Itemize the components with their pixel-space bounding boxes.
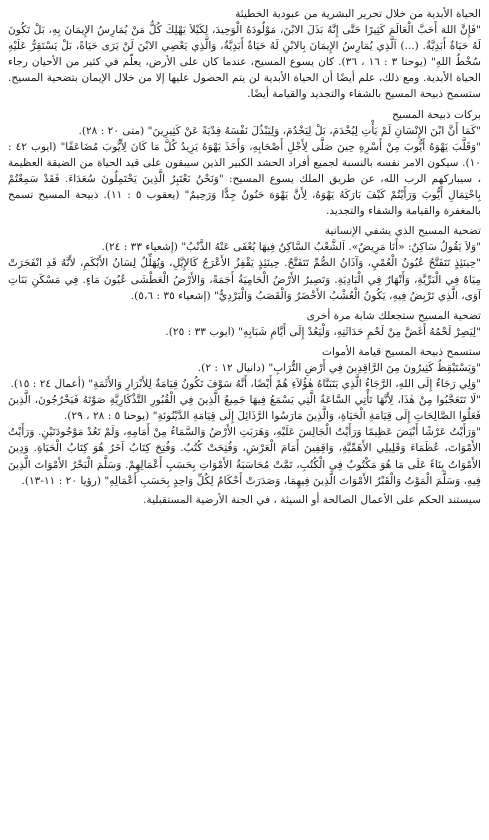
body-paragraph: "فَإِنَّ اللهَ أَحَبَّ الْعَالَمَ كَثِيرًا حَتَّى إِنَّهُ بَذَلَ الابْنَ، مَوْلُودَهُ الْوَحِيدَ، لِكَيْلاَ يَهْلِكَ كُلُّ مَنْ يُمَارِسُ الإِيمَانَ بِهِ، بَلْ تَكُونَ لَهُ حَيَاةٌ أَبَدِيَّةٌ. (...) اَلَّذِي يُمَارِسُ الإِيمَانَ بِالابْنِ لَهُ حَيَاةٌ أَبَدِيَّةٌ، وَالَّذِي يَعْصِي الابْنَ لَنْ يَرَى حَيَاةً، بَلْ يَسْتَقِرُّ عَلَيْهِ سُخْطُ اللهِ" (يوحنا ٣ : ١٦ ، ٣٦). كان يسوع المسيح، عندما كان على الأرض، يعلّم في كثير من الأحيان رجاء الحياة الأبدية. ومع ذلك، علم أيضًا أن الحياة الأبدية لن يتم الحصول عليها إلا من خلال الإيمان بتضحية المسيح. ستسمح ذبيحة المسيح بالشفاء والتجديد والقيامة أيضًا. (8, 24, 481, 101)
section-healing (8, 223, 481, 303)
scripture-quote: "حِينَئِذٍ تَتَفَتَّحُ عُيُونُ الْعُمْيِ، وَآذَانُ الصُّمِّ تَتَفَتَّحُ. حِينَئِذٍ يَقْفِزُ الأَعْرَجُ كَالإِيَّلِ، وَيُهَلِّلُ لِسَانُ الأَبْكَمِ، لأَنَّهُ قَدِ انْفَجَرَتْ مِيَاهٌ فِي الْبَرِّيَّةِ، وَأَنْهَارٌ فِي الْبَادِيَةِ. وَتَصِيرُ الأَرْضُ الْحَامِيَةُ أَجَمَةً، وَالأَرْضُ الْعَطْشَى عُيُونَ مَاءٍ. فِي مَسْكَنِ بَنَاتِ آوَى، الَّذِي تَرْبِضُ فِيهِ، يَكُونُ الْعُشْبُ الأَخْضَرُ وَالْقَصَبُ وَالْبَرْدِيُّ" (إشعياء ٣٥ : ٥،٦). (8, 257, 481, 302)
section-heading: تضحية المسيح ستجعلك شابة مرة أخرى (306, 309, 481, 322)
section-heading: الحياة الأبدية من خلال تحرير البشرية من عبودية الخطيئة (235, 8, 481, 20)
scripture-quote: "لِيَصِرْ لَحْمُهُ أَغَضَّ مِنْ لَحْمِ حَدَاثَتِهِ، وَلْيَعُدْ إِلَى أَيَّامِ شَبَابِهِ" (ايوب ٣٣ : ٢٥). (165, 325, 481, 338)
section-youth (8, 308, 481, 340)
body-paragraph: "وَقَلَّبَ يَهْوَهُ أَيُّوبَ مِنْ أَسْرِهِ حِينَ صَلَّى لِأَجْلِ أَصْحَابِهِ، وَأَخَذَ يَهْوَهُ يَزِيدُ كُلَّ مَا كَانَ لِأَيُّوبَ مُضَاعَفًا" (ايوب ٤٢ : ١٠). سيكون الامر نفسه بالنسبة لجميع أفراد الحشد الكبير الذين سيبقون على قيد الحياة من الضيقة العظيمة ، سيباركهم الرب الله، عن طريق الملك يسوع المسيح: "وَنَحْنُ نَعْتَبِرُ الَّذِينَ يَحْتَمِلُونَ سُعَدَاءَ. فَقَدْ سَمِعْتُمْ بِاحْتِمَالِ أَيُّوبَ وَرَأَيْتُمْ كَيْفَ بَارَكَهُ يَهْوَهُ، لِأَنَّ يَهْوَهَ حَنُونٌ جِدًّا وَرَحِيمٌ" (يعقوب ٥ : ١١). ذبيحة المسيح تسمح بالمغفرة والقيامة والشفاء والتجديد. (8, 140, 482, 218)
section-heading: بركات ذبيحة المسيح (392, 108, 481, 121)
section-heading: ستسمح ذبيحة المسيح قيامة الأموات (321, 345, 481, 358)
footer-line: سيستند الحكم على الأعمال الصالحة أو السيئة ، في الجنة الأرضية المستقبلية. (143, 493, 481, 506)
section-eternal-life (8, 6, 481, 103)
section-blessings (8, 107, 481, 220)
scripture-quote: "وَيَسْتَيْقِظُ كَثِيرُونَ مِنَ الرَّاقِدِينَ فِي أَرْضِ التُّرَابِ" (دانيال ١٢ : ٢). (197, 361, 481, 374)
scripture-quote: "وَرَأَيْتُ عَرْشًا أَبْيَضَ عَظِيمًا وَرَأَيْتُ الْجَالِسَ عَلَيْهِ، وَهَرَبَتِ الأَرْضُ وَالسَّمَاءُ مِنْ أَمَامِهِ، وَلَمْ تَعُدْ مَوْجُودَتَيْنِ. وَرَأَيْتُ الأَمْوَاتَ، عُظَمَاءَ وَقَلِيلِي الأَهَمِّيَّةِ، وَاقِفِينَ أَمَامَ الْعَرْشِ، وَفُتِحَتْ كُتُبٌ. وَفُتِحَ كِتَابٌ آخَرُ هُوَ كِتَابُ الْحَيَاةِ. وَدِينَ الأَمْوَاتُ بِنَاءً عَلَى مَا هُوَ مَكْتُوبٌ فِي الْكُتُبِ، تَمَّتْ مُحَاسَبَةُ الأَمْوَاتِ بِحَسَبِ أَعْمَالِهِمْ. وَسَلَّمَ الْبَحْرُ الأَمْوَاتَ الَّذِينَ فِيهِ، وَسَلَّمَ الْمَوْتُ وَالْقَبْرُ الأَمْوَاتَ الَّذِينَ فِيهِمَا، وَصَدَرَتْ أَحْكَامٌ لِكُلِّ وَاحِدٍ بِحَسَبِ أَعْمَالِهِ" (رؤيا ٢٠ : ١١-١٣). (8, 426, 481, 487)
scripture-quote: "وَلِي رَجَاءٌ إِلَى اللهِ، الرَّجَاءُ الَّذِي يَتَبَنَّاهُ هٰؤُلاَءِ هُمْ أَيْضًا، أَنَّهُ سَوْفَ تَكُونُ قِيَامَةٌ لِلأَبْرَارِ وَالأَثَمَةِ" (أعمال ٢٤ : ١٥). (10, 378, 481, 391)
section-heading: تضحية المسيح الذي يشفي الإنسانية (324, 225, 481, 238)
scripture-quote: "لَا تَتَعَجَّبُوا مِنْ هٰذَا، لِأَنَّهَا تَأْتِي السَّاعَةُ الَّتِي يَسْمَعُ فِيهَا جَمِيعُ الَّذِينَ فِي الْقُبُورِ التَّذْكَارِيَّةِ صَوْتَهُ فَيَخْرُجُونَ، الَّذِينَ فَعَلُوا الصَّالِحَاتِ إِلَى قِيَامَةِ الْحَيَاةِ، وَالَّذِينَ مَارَسُوا الرَّذَائِلَ إِلَى قِيَامَةِ الدَّيْنُونَةِ" (يوحنا ٥ : ٢٨ ، ٢٩). (8, 394, 481, 423)
section-resurrection (8, 344, 481, 489)
scripture-quote: "كَمَا أَنَّ ابْنَ الإِنْسَانِ لَمْ يَأْتِ لِيُخْدَمَ، بَلْ لِيَخْدُمَ، وَلِيَبْذُلَ نَفْسَهُ فِدْيَةً عَنْ كَثِيرِينَ" (متى ٢٠ : ٢٨). (78, 124, 481, 137)
scripture-quote: "وَلاَ يَقُولُ سَاكِنٌ: «أَنَا مَرِيضٌ». اَلشَّعْبُ السَّاكِنُ فِيهَا يُعْفَى عَنْهُ الذَّنْبُ" (إشعياء ٣٣ : ٢٤). (101, 241, 481, 254)
